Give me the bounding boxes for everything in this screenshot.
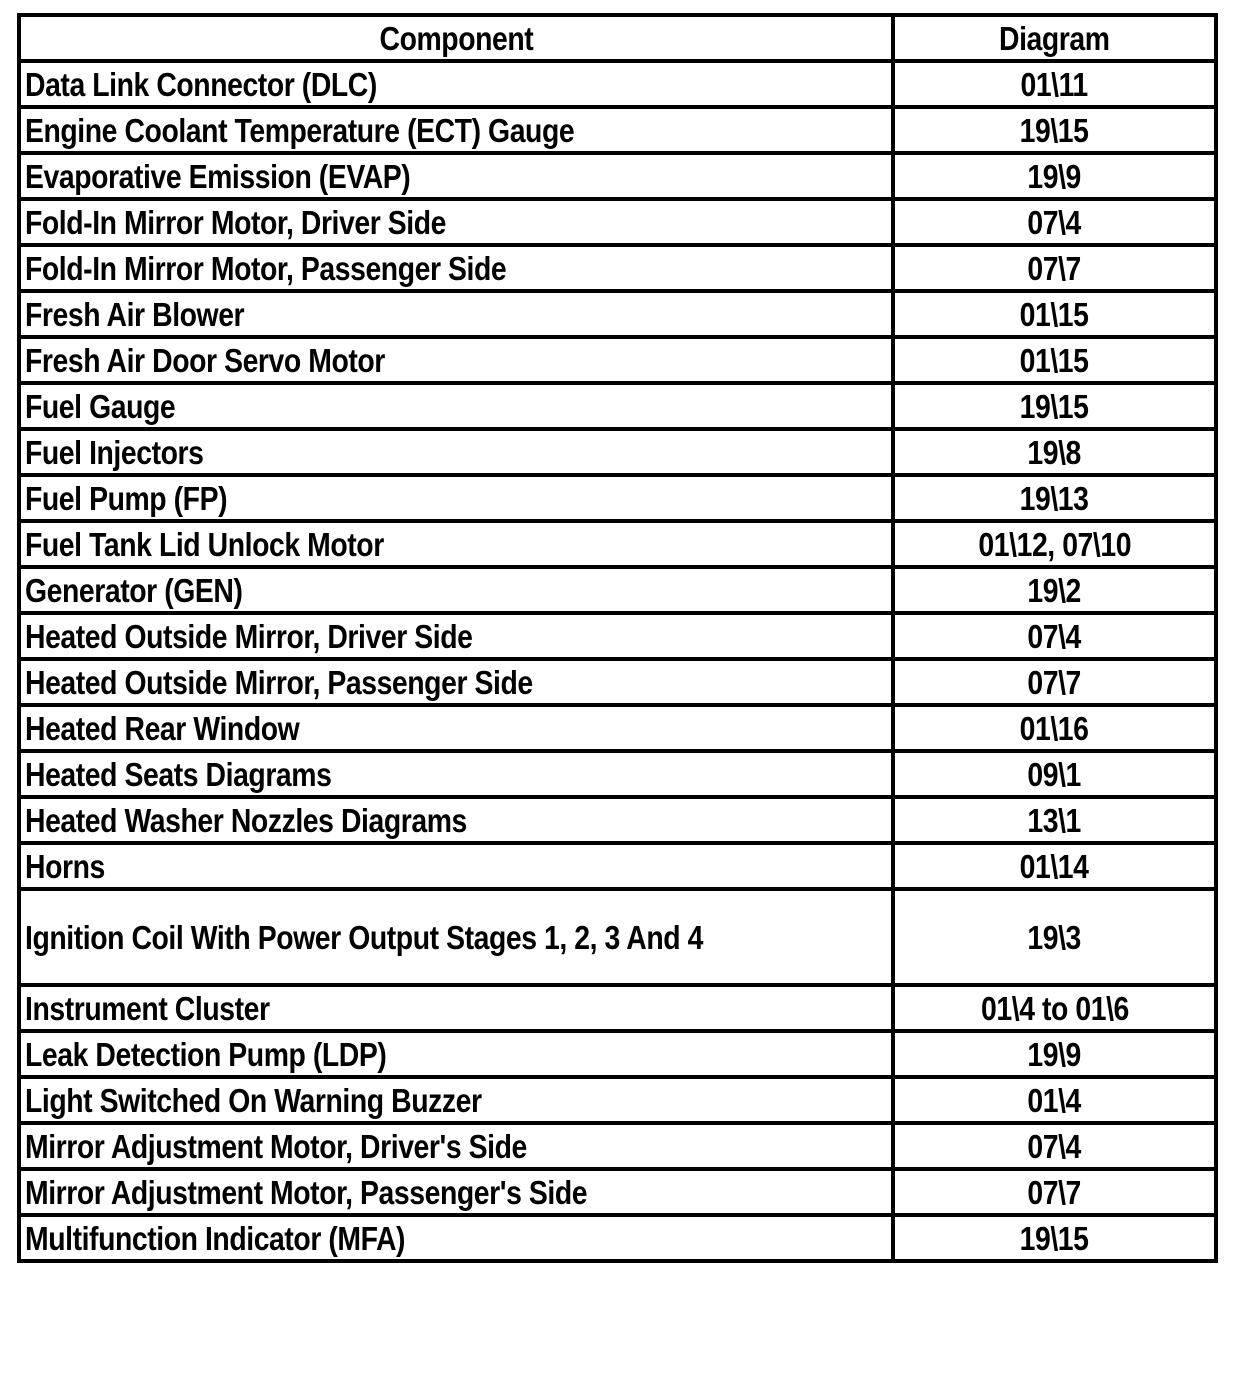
component-cell: Mirror Adjustment Motor, Driver's Side bbox=[19, 1123, 893, 1169]
diagram-cell: 07\4 bbox=[893, 613, 1216, 659]
component-diagram-table bbox=[17, 13, 1218, 1263]
component-cell: Horns bbox=[19, 843, 893, 889]
table-row bbox=[19, 61, 1216, 107]
component-cell: Fuel Gauge bbox=[19, 383, 893, 429]
diagram-cell: 07\7 bbox=[893, 245, 1216, 291]
diagram-cell: 01\15 bbox=[893, 291, 1216, 337]
table-row bbox=[19, 797, 1216, 843]
diagram-cell: 19\2 bbox=[893, 567, 1216, 613]
component-cell: Heated Rear Window bbox=[19, 705, 893, 751]
diagram-cell: 07\4 bbox=[893, 1123, 1216, 1169]
table-row bbox=[19, 1077, 1216, 1123]
diagram-cell: 19\13 bbox=[893, 475, 1216, 521]
diagram-cell: 19\15 bbox=[893, 383, 1216, 429]
component-cell: Fuel Tank Lid Unlock Motor bbox=[19, 521, 893, 567]
table-row bbox=[19, 613, 1216, 659]
component-cell: Fresh Air Door Servo Motor bbox=[19, 337, 893, 383]
table-row bbox=[19, 383, 1216, 429]
diagram-column-header bbox=[893, 15, 1216, 61]
component-cell: Heated Outside Mirror, Passenger Side bbox=[19, 659, 893, 705]
diagram-cell: 19\15 bbox=[893, 1215, 1216, 1261]
diagram-cell: 19\15 bbox=[893, 107, 1216, 153]
diagram-cell: 07\7 bbox=[893, 659, 1216, 705]
diagram-cell: 19\9 bbox=[893, 1031, 1216, 1077]
component-cell: Evaporative Emission (EVAP) bbox=[19, 153, 893, 199]
table-row bbox=[19, 889, 1216, 985]
table-row bbox=[19, 659, 1216, 705]
table-row bbox=[19, 1169, 1216, 1215]
diagram-cell: 07\4 bbox=[893, 199, 1216, 245]
diagram-cell: 01\12, 07\10 bbox=[893, 521, 1216, 567]
component-cell: Fold-In Mirror Motor, Driver Side bbox=[19, 199, 893, 245]
table-row bbox=[19, 429, 1216, 475]
component-cell: Instrument Cluster bbox=[19, 985, 893, 1031]
table-row bbox=[19, 1123, 1216, 1169]
component-cell: Fresh Air Blower bbox=[19, 291, 893, 337]
component-cell: Heated Seats Diagrams bbox=[19, 751, 893, 797]
component-cell: Engine Coolant Temperature (ECT) Gauge bbox=[19, 107, 893, 153]
table-row bbox=[19, 245, 1216, 291]
diagram-cell: 19\8 bbox=[893, 429, 1216, 475]
table-row bbox=[19, 985, 1216, 1031]
header-row bbox=[19, 15, 1216, 61]
component-cell: Fuel Injectors bbox=[19, 429, 893, 475]
diagram-cell: 19\3 bbox=[893, 889, 1216, 985]
diagram-header-label: Diagram bbox=[999, 19, 1110, 57]
table-row bbox=[19, 751, 1216, 797]
component-cell: Leak Detection Pump (LDP) bbox=[19, 1031, 893, 1077]
component-cell: Heated Outside Mirror, Driver Side bbox=[19, 613, 893, 659]
diagram-cell: 01\16 bbox=[893, 705, 1216, 751]
table-row bbox=[19, 337, 1216, 383]
table-row bbox=[19, 153, 1216, 199]
table-row bbox=[19, 1215, 1216, 1261]
diagram-cell: 19\9 bbox=[893, 153, 1216, 199]
diagram-cell: 13\1 bbox=[893, 797, 1216, 843]
component-cell: Data Link Connector (DLC) bbox=[19, 61, 893, 107]
diagram-cell: 01\15 bbox=[893, 337, 1216, 383]
component-cell: Ignition Coil With Power Output Stages 1, 2, 3 And 4 bbox=[19, 889, 893, 985]
component-header-label: Component bbox=[379, 19, 533, 57]
component-cell: Mirror Adjustment Motor, Passenger's Side bbox=[19, 1169, 893, 1215]
table-row bbox=[19, 199, 1216, 245]
diagram-cell: 01\4 bbox=[893, 1077, 1216, 1123]
table-row bbox=[19, 567, 1216, 613]
table-row bbox=[19, 475, 1216, 521]
diagram-cell: 01\14 bbox=[893, 843, 1216, 889]
component-cell: Light Switched On Warning Buzzer bbox=[19, 1077, 893, 1123]
component-cell: Multifunction Indicator (MFA) bbox=[19, 1215, 893, 1261]
table-row bbox=[19, 521, 1216, 567]
table-row bbox=[19, 1031, 1216, 1077]
diagram-cell: 09\1 bbox=[893, 751, 1216, 797]
component-column-header bbox=[19, 15, 893, 61]
table-row bbox=[19, 291, 1216, 337]
diagram-cell: 01\11 bbox=[893, 61, 1216, 107]
component-cell: Generator (GEN) bbox=[19, 567, 893, 613]
component-cell: Fold-In Mirror Motor, Passenger Side bbox=[19, 245, 893, 291]
table-row bbox=[19, 705, 1216, 751]
table-row bbox=[19, 843, 1216, 889]
table-row bbox=[19, 107, 1216, 153]
diagram-cell: 01\4 to 01\6 bbox=[893, 985, 1216, 1031]
component-cell: Fuel Pump (FP) bbox=[19, 475, 893, 521]
diagram-cell: 07\7 bbox=[893, 1169, 1216, 1215]
component-cell: Heated Washer Nozzles Diagrams bbox=[19, 797, 893, 843]
